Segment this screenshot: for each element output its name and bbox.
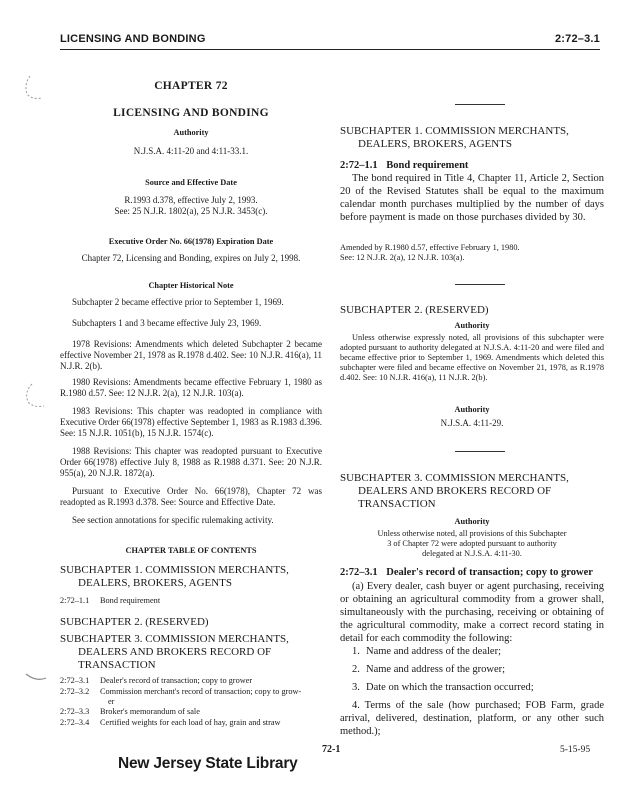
running-header: [60, 33, 600, 50]
section-divider: [455, 104, 505, 105]
historical-note-p6: 1988 Revisions: This chapter was readopted pursuant to Executive Order 66(1978) effective July 8, 1988 as R.1988 d.371. See: 20 N.J.R. 955(a), 20 N.J.R. 1872(a).: [60, 446, 322, 478]
list-item-text: Name and address of the dealer;: [366, 646, 501, 657]
subchapter-3-authority-line-2: 3 of Chapter 72 were adopted pursuant to authority: [387, 539, 557, 548]
list-item-number: 3.: [352, 682, 360, 693]
source-line-2: See: 25 N.J.R. 1802(a), 25 N.J.R. 3453(c).: [114, 206, 268, 216]
subchapter-3-heading: [340, 472, 604, 511]
toc-entry-text: er: [108, 697, 115, 706]
subchapter-3-authority-heading: Authority: [454, 517, 490, 526]
subchapter-3-authority-line-1: Unless otherwise noted, all provisions of this Subchapter: [377, 529, 567, 538]
authority-heading: Authority: [173, 128, 209, 137]
eo-heading: Executive Order No. 66(1978) Expiration Date: [108, 237, 274, 246]
subchapter-3-line-2: DEALERS AND BROKERS RECORD OF: [358, 485, 552, 497]
section-number: 2:72–1.1: [340, 160, 378, 171]
list-item-number: 2.: [352, 664, 360, 675]
historical-note-heading: Chapter Historical Note: [148, 281, 234, 290]
library-stamp: New Jersey State Library: [118, 755, 298, 772]
toc-subchapter-1-line-2: DEALERS, BROKERS, AGENTS: [78, 577, 233, 589]
toc-entry-number: 2:72–3.1: [60, 676, 90, 685]
subchapter-2-authority-text: Unless otherwise expressly noted, all provisions of this subchapter were adopted pursuant to authority delegated at N.J.S.A. 4:11-20 and were filed and became effective prior to September 1, 1969. Amendments which deleted this subchapter were filed and became effective on November 21, 1978, as R.1978 d.402. See: 10 N.J.R. 416(a), 11 N.J.R. 2(b).: [340, 333, 604, 382]
section-2-72-1-1-amendment: Amended by R.1980 d.57, effective February 1, 1980.: [340, 243, 520, 252]
subchapter-2-line: SUBCHAPTER 2. (RESERVED): [340, 304, 489, 316]
historical-note-p8: See section annotations for specific rulemaking activity.: [72, 515, 274, 525]
subchapter-2-authority-text-2: N.J.S.A. 4:11-29.: [440, 418, 504, 428]
source-heading: Source and Effective Date: [145, 178, 237, 187]
toc-entry-text: Broker's memorandum of sale: [100, 707, 200, 716]
toc-subchapter-2[interactable]: [60, 616, 322, 629]
toc-entry-text: Dealer's record of transaction; copy to grower: [100, 676, 253, 685]
page-number: 72-1: [322, 744, 341, 755]
subchapter-3-line-1: SUBCHAPTER 3. COMMISSION MERCHANTS,: [340, 472, 569, 484]
section-2-72-1-1-heading: [340, 159, 604, 172]
section-2-72-1-1-text: The bond required in Title 4, Chapter 11, Article 2, Section 20 of the Revised Statutes shall be equal to the maximum calendar month purchases multiplied by the number of days before payment is made on those purchases divided by 30.: [340, 173, 604, 223]
section-number: 2:72–3.1: [340, 567, 378, 578]
historical-note-p1: Subchapter 2 became effective prior to September 1, 1969.: [72, 297, 284, 307]
toc-entry-text: Certified weights for each load of hay, grain and straw: [100, 718, 281, 727]
section-2-72-1-1-citation: See: 12 N.J.R. 2(a), 12 N.J.R. 103(a).: [340, 253, 465, 262]
subchapter-2-authority-heading-2: Authority: [454, 405, 490, 414]
header-section-number: 2:72–3.1: [554, 33, 600, 45]
subchapter-2-heading: [340, 304, 604, 317]
list-item-number: 1.: [352, 646, 360, 657]
subchapter-1-line-2: DEALERS, BROKERS, AGENTS: [358, 138, 513, 150]
subchapter-1-heading: [340, 125, 604, 151]
toc-subchapter-3-line-3: TRANSACTION: [78, 659, 156, 671]
eo-text: Chapter 72, Licensing and Bonding, expires on July 2, 1998.: [81, 253, 301, 263]
binder-hole-mark-top: [22, 72, 52, 102]
toc-entry-number: 2:72–3.2: [60, 687, 90, 696]
section-title: Dealer's record of transaction; copy to grower: [386, 567, 593, 578]
historical-note-p3: 1978 Revisions: Amendments which deleted Subchapter 2 became effective November 21, 1978 as R.1978 d.402. See: 10 N.J.R. 416(a), 11 N.J.R. 2(b).: [60, 339, 322, 371]
list-item-4: 4. Terms of the sale (how purchased; FOB Farm, grade arrival, delivered, destination, platform, or any other such method.);: [340, 700, 604, 737]
toc-entry-number: 2:72–1.1: [60, 596, 90, 605]
historical-note-p2: Subchapters 1 and 3 became effective July 23, 1969.: [72, 318, 262, 328]
toc-subchapter-1[interactable]: [60, 564, 322, 590]
section-2-72-3-1-text: (a) Every dealer, cash buyer or agent purchasing, receiving or obtaining an agricultural commodity from a grower shall, simultaneously with the purchasing, receiving or obtaining of the agricultural commodity, make a correct record stating in detail for each commodity the following:: [340, 581, 604, 644]
toc-subchapter-2-line: SUBCHAPTER 2. (RESERVED): [60, 616, 209, 628]
subchapter-3-line-3: TRANSACTION: [358, 498, 436, 510]
toc-heading: CHAPTER TABLE OF CONTENTS: [125, 546, 257, 555]
toc-subchapter-1-line-1: SUBCHAPTER 1. COMMISSION MERCHANTS,: [60, 564, 289, 576]
section-divider: [455, 451, 505, 452]
toc-entry-number: 2:72–3.3: [60, 707, 90, 716]
toc-subchapter-3[interactable]: [60, 633, 322, 672]
header-title: LICENSING AND BONDING: [60, 33, 206, 45]
list-item-text: Name and address of the grower;: [366, 664, 506, 675]
section-title: Bond requirement: [386, 160, 469, 171]
section-2-72-3-1-heading: [340, 566, 604, 579]
binder-hole-mark-middle: [22, 380, 52, 410]
toc-entry-number: 2:72–3.4: [60, 718, 90, 727]
chapter-title: LICENSING AND BONDING: [113, 107, 269, 119]
list-item-text: Date on which the transaction occurred;: [366, 682, 534, 693]
chapter-number: CHAPTER 72: [154, 80, 228, 92]
historical-note-p4: 1980 Revisions: Amendments became effective February 1, 1980 as R.1980 d.57. See: 12 N.J.R. 2(a), 12 N.J.R. 103(a).: [60, 377, 322, 398]
source-line-1: R.1993 d.378, effective July 2, 1993.: [124, 195, 258, 205]
revision-date: 5-15-95: [560, 745, 591, 755]
authority-text: N.J.S.A. 4:11-20 and 4:11-33.1.: [133, 146, 249, 156]
toc-entry-text: Bond requirement: [100, 596, 161, 605]
subchapter-2-authority-heading: Authority: [454, 321, 490, 330]
section-divider: [455, 284, 505, 285]
toc-entry-text: Commission merchant's record of transaction; copy to grow-: [100, 687, 302, 696]
historical-note-p7: Pursuant to Executive Order No. 66(1978), Chapter 72 was readopted as R.1993 d.378. See: Source and Effective Date.: [60, 486, 322, 507]
binder-hole-mark-bottom: [22, 668, 52, 688]
historical-note-p5: 1983 Revisions: This chapter was readopted in compliance with Executive Order 66(1978) effective September 1, 1983 as R.1983 d.396. See: 15 N.J.R. 1051(b), 15 N.J.R. 1574(c).: [60, 406, 322, 438]
toc-subchapter-3-line-1: SUBCHAPTER 3. COMMISSION MERCHANTS,: [60, 633, 289, 645]
subchapter-1-line-1: SUBCHAPTER 1. COMMISSION MERCHANTS,: [340, 125, 569, 137]
toc-subchapter-3-line-2: DEALERS AND BROKERS RECORD OF: [78, 646, 272, 658]
subchapter-3-authority-line-3: delegated at N.J.S.A. 4:11-30.: [422, 549, 522, 558]
